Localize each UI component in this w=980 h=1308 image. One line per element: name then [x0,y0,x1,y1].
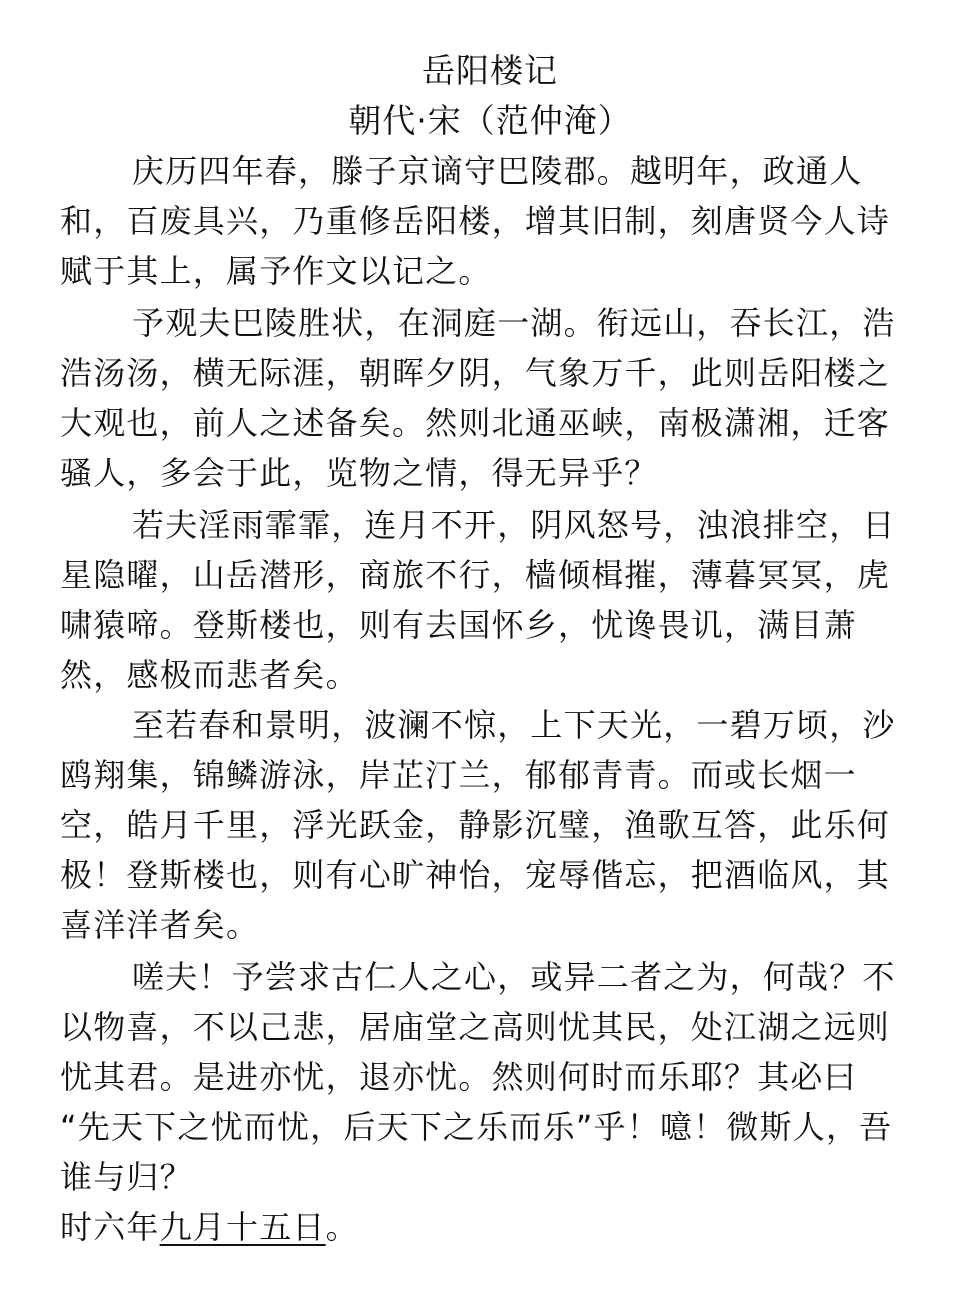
document-title: 岳阳楼记 [422,51,558,90]
text-line: 大观也，前人之述备矣。然则北通巫峡，南极潇湘，迁客 [60,404,891,442]
text-line: 赋于其上，属予作文以记之。 [60,252,492,290]
date-line [60,1202,359,1252]
text-line: 喜洋洋者矣。 [60,906,260,944]
text-line: 空，皓月千里，浮光跃金，静影沉璧，渔歌互答，此乐何 [60,806,891,844]
text-line: 和，百废具兴，乃重修岳阳楼，增其旧制，刻唐贤今人诗 [60,202,891,240]
text-line: 嗟夫！予尝求古仁人之心，或异二者之为，何哉？不 [132,958,896,996]
text-line: 谁与归？ [60,1158,193,1196]
text-line: 予观夫巴陵胜状，在洞庭一湖。衔远山，吞长江，浩 [132,304,896,342]
text-line: 啸猿啼。登斯楼也，则有去国怀乡，忧谗畏讥，满目萧 [60,606,857,644]
text-line: 庆历四年春，滕子京谪守巴陵郡。越明年，政通人 [132,152,863,190]
text-line: 然，感极而悲者矣。 [60,656,359,694]
text-line: 忧其君。是进亦忧，退亦忧。然则何时而乐耶？其必曰 [60,1058,857,1096]
document-subtitle: 朝代·宋（范仲淹） [348,101,632,140]
text-line: 星隐曜，山岳潜形，商旅不行，樯倾楫摧，薄暮冥冥，虎 [60,556,891,594]
date-prefix: 时六年 [60,1208,160,1246]
text-line: 至若春和景明，波澜不惊，上下天光，一碧万顷，沙 [132,706,896,744]
text-line: 骚人，多会于此，览物之情，得无异乎？ [60,454,658,492]
text-line: 浩汤汤，横无际涯，朝晖夕阴，气象万千，此则岳阳楼之 [60,354,891,392]
text-line: 极！登斯楼也，则有心旷神怡，宠辱偕忘，把酒临风，其 [60,856,891,894]
text-line: “先天下之忧而忧，后天下之乐而乐”乎！噫！微斯人，吾 [60,1108,893,1146]
text-line: 以物喜，不以己悲，居庙堂之高则忧其民，处江湖之远则 [60,1008,891,1046]
text-line: 鸥翔集，锦鳞游泳，岸芷汀兰，郁郁青青。而或长烟一 [60,756,857,794]
text-line: 若夫淫雨霏霏，连月不开，阴风怒号，浊浪排空，日 [132,506,896,544]
date-underlined: 九月十五日 [159,1208,326,1246]
date-suffix: 。 [325,1208,359,1246]
